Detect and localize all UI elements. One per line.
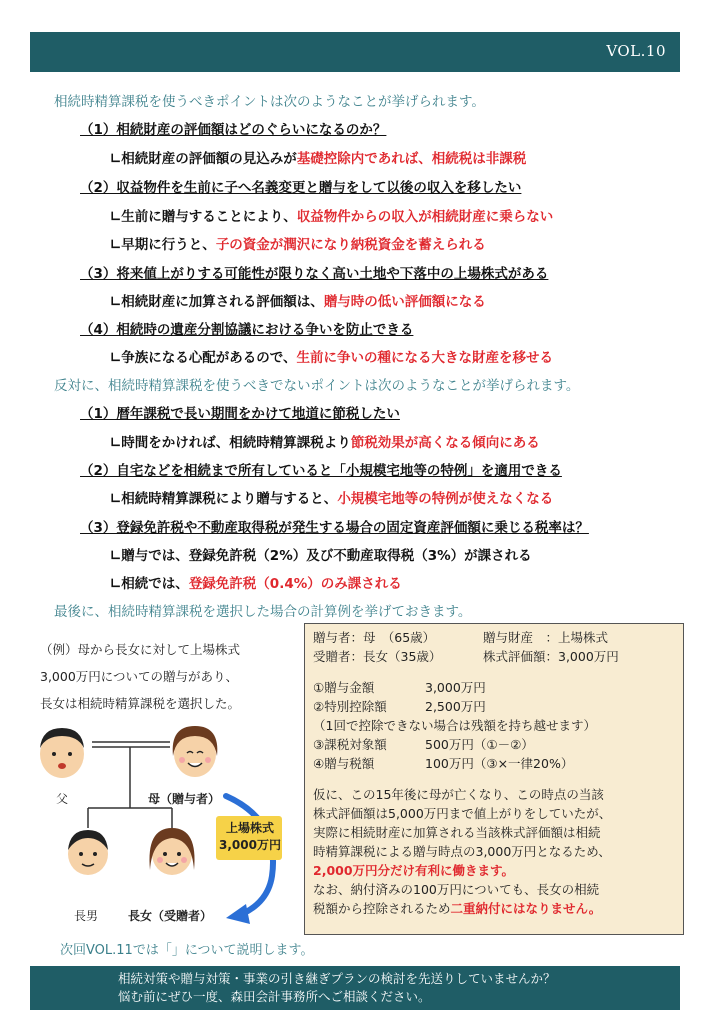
avoid-intro: 反対に、相続時精算課税を使うべきでないポイントは次のようなことが挙げられます。 xyxy=(54,378,580,394)
father-label: 父 xyxy=(56,792,69,806)
mother-icon xyxy=(173,726,218,777)
avoid-detail-3-1: ∟贈与では、登録免許税（2%）及び不動産取得税（3%）が課される xyxy=(110,548,532,564)
calc-parties-row-1: 贈与者：母 （65歳） 贈与財産 ：上場株式 xyxy=(313,630,609,645)
calc-intro: 最後に、相続時精算課税を選択した場合の計算例を挙げておきます。 xyxy=(54,604,472,620)
calculation-box xyxy=(304,623,684,935)
example-text xyxy=(40,636,300,717)
header-band xyxy=(30,32,680,72)
use-point-1: （1）相続財産の評価額はどのぐらいになるのか？ xyxy=(80,122,387,138)
daughter-label: 長女（受贈者） xyxy=(128,909,213,923)
avoid-detail-2-1: ∟相続時精算課税により贈与すると、小規模宅地等の特例が使えなくなる xyxy=(110,491,554,507)
use-detail-4-1: ∟争族になる心配があるので、生前に争いの種になる大きな財産を移せる xyxy=(110,350,554,366)
calc-para-1-line-4: 時精算課税による贈与時点の3,000万円となるため、 xyxy=(313,844,611,859)
calc-item-2: ②特別控除額 2,500万円 xyxy=(313,699,486,714)
stock-gift-label: 上場株式 3,000万円 xyxy=(219,821,281,852)
calc-parties-row-2: 受贈者：長女（35歳） 株式評価額：3,000万円 xyxy=(313,649,619,664)
use-intro: 相続時精算課税を使うべきポイントは次のようなことが挙げられます。 xyxy=(54,94,485,110)
volume-label: VOL.10 xyxy=(606,42,666,60)
avoid-detail-1-1: ∟時間をかければ、相続時精算課税より節税効果が高くなる傾向にある xyxy=(110,435,540,451)
calc-para-1-line-2: 株式評価額は5,000万円まで値上がりをしていたが、 xyxy=(313,806,612,821)
use-point-4: （4）相続時の遺産分割協議における争いを防止できる xyxy=(80,322,414,338)
daughter-icon xyxy=(149,828,194,875)
mother-label: 母（贈与者） xyxy=(148,792,221,806)
avoid-point-1: （1）暦年課税で長い期間をかけて地道に節税したい xyxy=(80,406,400,422)
use-detail-2-1: ∟生前に贈与することにより、収益物件からの収入が相続財産に乗らない xyxy=(110,209,554,225)
use-detail-1-1: ∟相続財産の評価額の見込みが基礎控除内であれば、相続税は非課税 xyxy=(110,151,527,167)
example-line-1: （例）母から長女に対して上場株式 xyxy=(40,642,241,657)
use-detail-2-2: ∟早期に行うと、子の資金が潤沢になり納税資金を蓄えられる xyxy=(110,237,486,253)
use-point-3: （3）将来値上がりする可能性が限りなく高い土地や下落中の上場株式がある xyxy=(80,266,549,282)
calc-para-2-line-1: なお、納付済みの100万円についても、長女の相続 xyxy=(313,882,600,897)
footer-line-1: 相続対策や贈与対策・事業の引き継ぎプランの検討を先送りしていませんか？ xyxy=(118,971,556,986)
son-icon xyxy=(68,830,108,875)
calc-item-2-note: （1回で控除できない場合は残額を持ち越せます） xyxy=(313,718,596,733)
use-point-2: （2）収益物件を生前に子へ名義変更と贈与をして以後の収入を移したい xyxy=(80,180,522,196)
next-volume-note: 次回VOL.11では「」について説明します。 xyxy=(60,943,314,958)
calc-item-1: ①贈与金額 3,000万円 xyxy=(313,680,486,695)
footer-band xyxy=(30,966,680,1010)
calc-para-2-line-2: 税額から控除されるため二重納付にはなりません。 xyxy=(313,901,602,916)
calc-para-1-line-1: 仮に、この15年後に母が亡くなり、この時点の当該 xyxy=(313,787,604,802)
example-line-2: 3,000万円についての贈与があり、 xyxy=(40,669,239,684)
father-icon xyxy=(40,728,84,778)
son-label: 長男 xyxy=(74,909,99,923)
avoid-detail-3-2: ∟相続では、登録免許税（0.4%）のみ課される xyxy=(110,576,402,592)
use-detail-3-1: ∟相続財産に加算される評価額は、贈与時の低い評価額になる xyxy=(110,294,486,310)
calc-para-1-conclusion: 2,000万円分だけ有利に働きます。 xyxy=(313,863,515,878)
calc-para-1-line-3: 実際に相続財産に加算される当該株式評価額は相続 xyxy=(313,825,601,840)
calc-item-4: ④贈与税額 100万円（③×一律20%） xyxy=(313,756,574,771)
calc-item-3: ③課税対象額 500万円（①－②） xyxy=(313,737,534,752)
gift-arrow-icon xyxy=(206,790,290,930)
avoid-point-2: （2）自宅などを相続まで所有していると「小規模宅地等の特例」を適用できる xyxy=(80,463,562,479)
avoid-point-3: （3）登録免許税や不動産取得税が発生する場合の固定資産評価額に乗じる税率は？ xyxy=(80,520,589,536)
example-line-3: 長女は相続時精算課税を選択した。 xyxy=(40,696,241,711)
footer-line-2: 悩む前にぜひ一度、森田会計事務所へご相談ください。 xyxy=(118,989,431,1004)
